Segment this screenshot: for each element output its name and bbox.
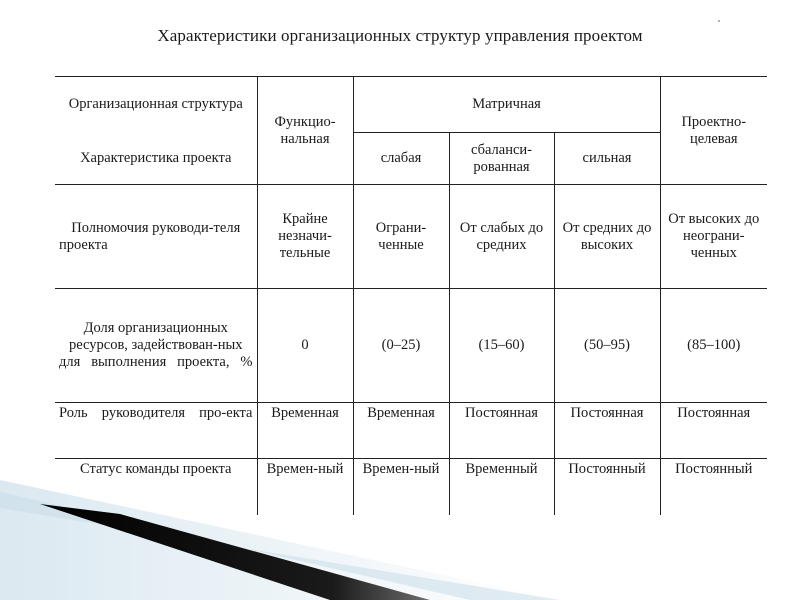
table-cell: Постоянная: [554, 403, 660, 459]
table-cell: Временный: [449, 459, 554, 515]
header-project-target: Проектно-целевая: [660, 77, 767, 185]
table-cell: Постоянная: [449, 403, 554, 459]
table-cell: От средних до высоких: [554, 185, 660, 289]
table-cell: Временная: [257, 403, 353, 459]
header-project-characteristic: Характеристика проекта: [55, 133, 257, 185]
row-label: Доля организационных ресурсов, задействован-ных для выполнения проекта, %: [55, 289, 257, 403]
table-cell: Временная: [353, 403, 449, 459]
header-org-structure: Организационная структура: [55, 77, 257, 133]
row-label: Роль руководителя про-екта: [55, 403, 257, 459]
org-structure-table: [55, 76, 767, 515]
table-cell: Времен-ный: [257, 459, 353, 515]
header-matrix-strong: сильная: [554, 133, 660, 185]
table-cell: 0: [257, 289, 353, 403]
table-cell: Ограни-ченные: [353, 185, 449, 289]
table-cell: Постоянный: [675, 461, 753, 477]
header-functional: Функцио-нальная: [257, 77, 353, 185]
table-cell: (50–95): [554, 289, 660, 403]
header-matrix: Матричная: [353, 77, 660, 133]
table-cell: От слабых до средних: [449, 185, 554, 289]
table-cell: От высоких до неограни-ченных: [660, 185, 767, 289]
table-cell: Постоянная: [660, 403, 767, 459]
table-cell: (0–25): [353, 289, 449, 403]
table-cell: (85–100): [660, 289, 767, 403]
row-label: Полномочия руководи-теля проекта: [55, 185, 257, 289]
decorative-dot: [718, 20, 720, 22]
table-cell: (15–60): [449, 289, 554, 403]
row-label: Статус команды проекта: [55, 459, 257, 515]
table-cell: Крайне незначи-тельные: [257, 185, 353, 289]
table-title: Характеристики организационных структур управления проектом: [157, 26, 643, 45]
table-cell: Времен-ный: [353, 459, 449, 515]
header-matrix-weak: слабая: [353, 133, 449, 185]
header-matrix-balanced: сбаланси-рованная: [449, 133, 554, 185]
table-cell: Постоянный: [554, 459, 660, 515]
